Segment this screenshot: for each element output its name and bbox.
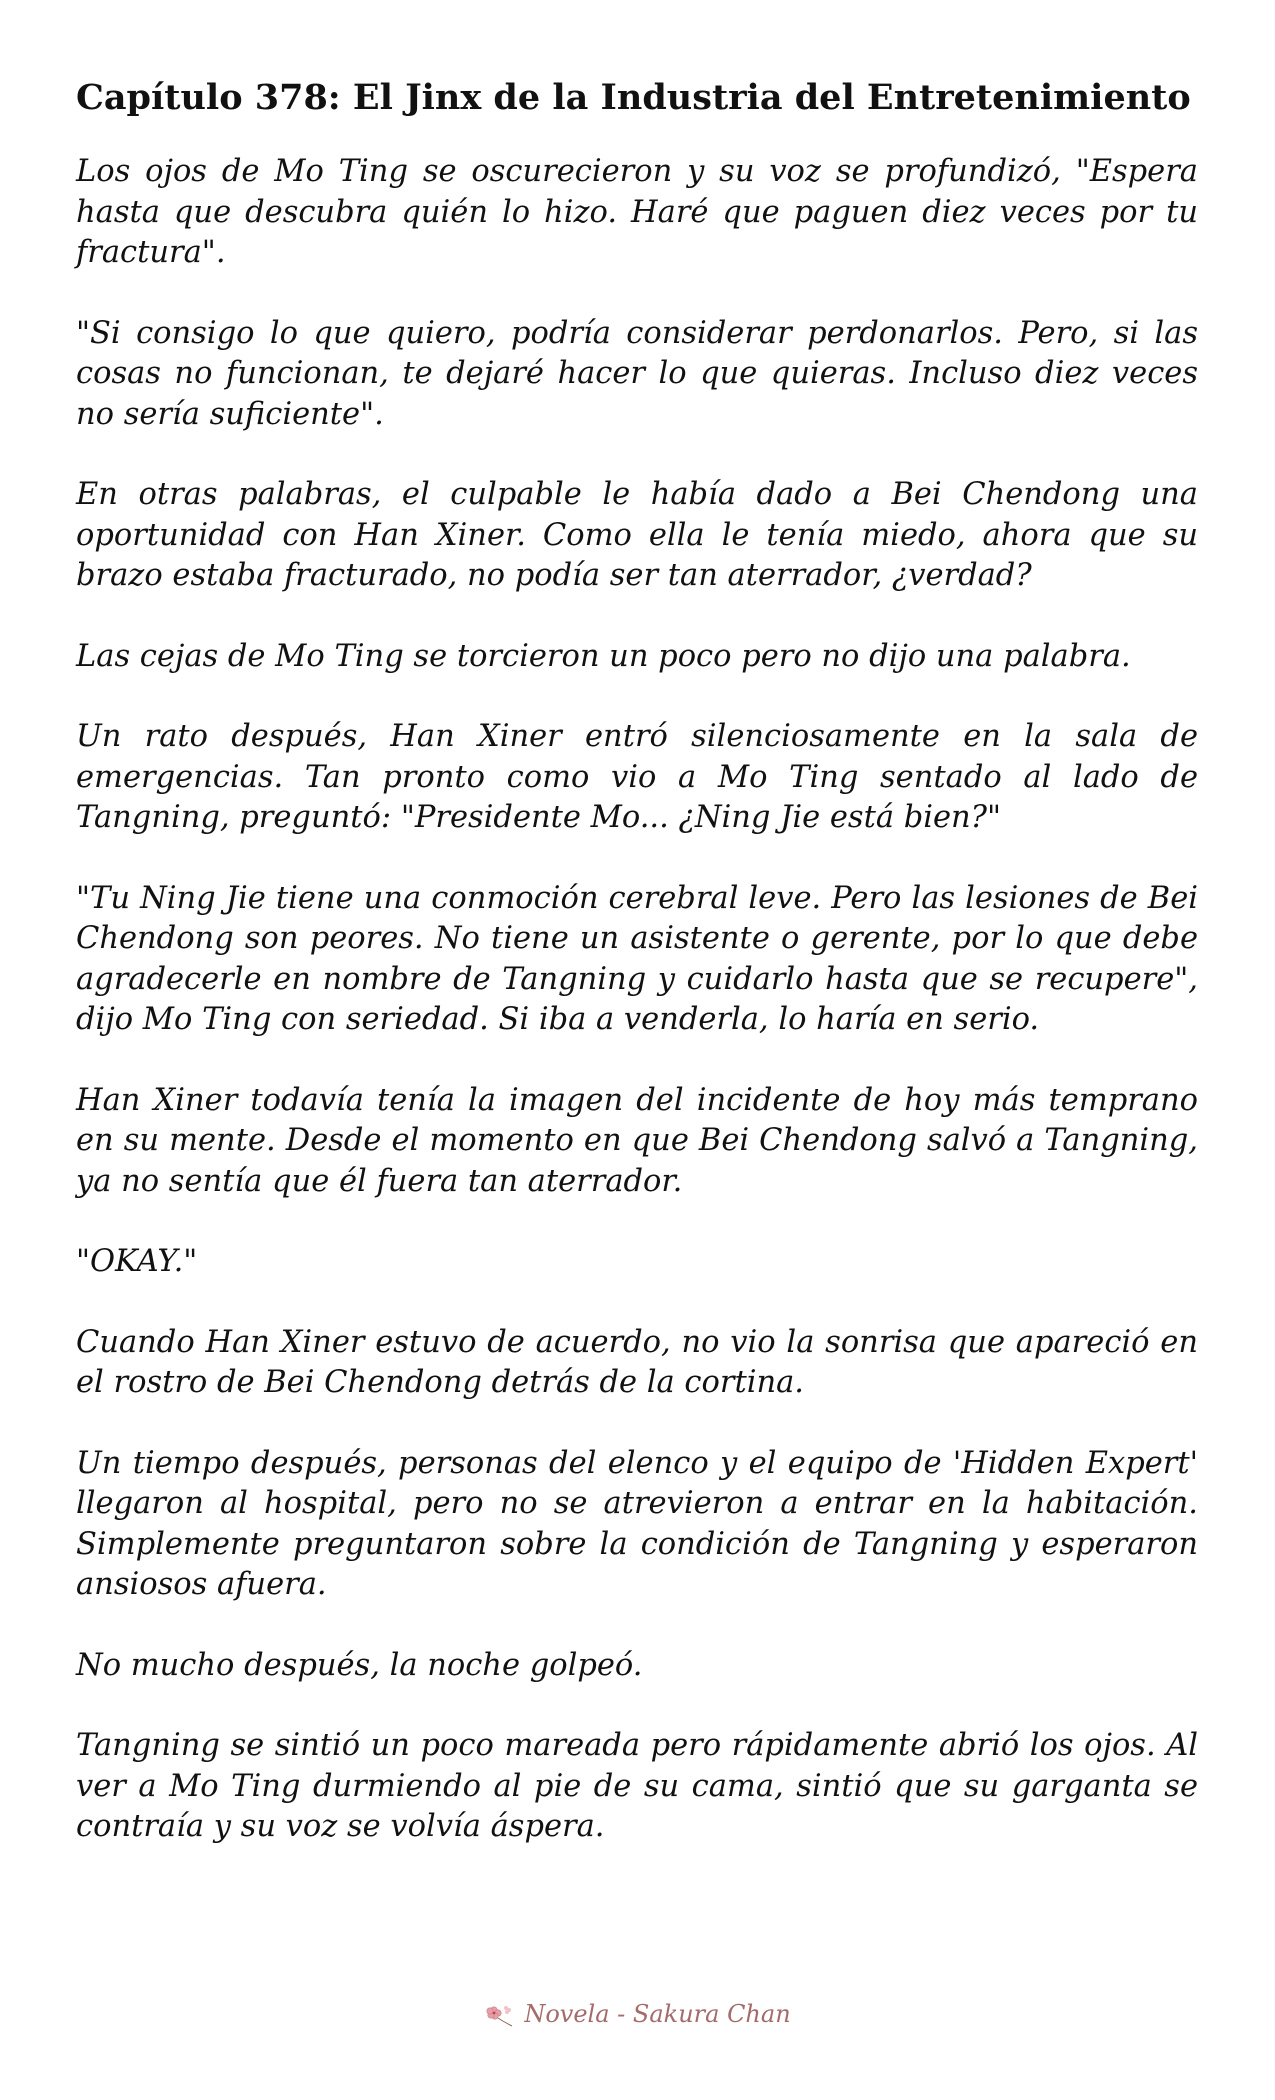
paragraph: Han Xiner todavía tenía la imagen del incidente de hoy más temprano en su mente. Desde el momento en que Bei Chendong salvó a Tangning, ya no sentía que él fuera tan aterrador. [76, 1082, 1198, 1199]
paragraph: Tangning se sintió un poco mareada pero rápidamente abrió los ojos. Al ver a Mo Ting durmiendo al pie de su cama, sintió que su garganta se contraía y su voz se volvía áspera. [76, 1728, 1198, 1844]
paragraph: "Tu Ning Jie tiene una conmoción cerebral leve. Pero las lesiones de Bei Chendong son peores. No tiene un asistente o gerente, por lo que debe agradecerle en nombre de Tangning y cuidarlo hasta que se recupere", dijo Mo Ting con seriedad. Si iba a venderla, lo haría en serio. [76, 880, 1198, 1037]
paragraph: Un tiempo después, personas del elenco y el equipo de 'Hidden Expert' llegaron al hospital, pero no se atrevieron a entrar en la habitación. Simplemente preguntaron sobre la condición de Tangning y esperaron ansiosos afuera. [76, 1445, 1198, 1602]
document-page [76, 72, 1198, 1888]
paragraph: Un rato después, Han Xiner entró silenciosamente en la sala de emergencias. Tan pronto como vio a Mo Ting sentado al lado de Tangning, preguntó: "Presidente Mo... ¿Ning Jie está bien?" [76, 719, 1198, 835]
paragraph: Las cejas de Mo Ting se torcieron un poco pero no dijo una palabra. [76, 638, 1131, 674]
watermark-text: Novela - Sakura Chan [524, 2000, 791, 2028]
sakura-flower-icon [484, 2002, 518, 2030]
paragraph: No mucho después, la noche golpeó. [76, 1647, 643, 1683]
paragraph: Los ojos de Mo Ting se oscurecieron y su voz se profundizó, "Espera hasta que descubra quién lo hizo. Haré que paguen diez veces por tu fractura". [76, 154, 1198, 270]
watermark [0, 2000, 1275, 2030]
paragraph: En otras palabras, el culpable le había dado a Bei Chendong una oportunidad con Han Xiner. Como ella le tenía miedo, ahora que su brazo estaba fracturado, no podía ser tan aterrador, ¿verdad? [76, 477, 1198, 593]
chapter-title: Capítulo 378: El Jinx de la Industria del Entretenimiento [76, 77, 1191, 118]
paragraph: "OKAY." [76, 1244, 198, 1279]
chapter-body [76, 152, 1198, 1848]
paragraph: "Si consigo lo que quiero, podría considerar perdonarlos. Pero, si las cosas no funcionan, te dejaré hacer lo que quieras. Incluso diez veces no sería suficiente". [76, 315, 1198, 432]
paragraph: Cuando Han Xiner estuvo de acuerdo, no vio la sonrisa que apareció en el rostro de Bei Chendong detrás de la cortina. [76, 1324, 1198, 1400]
